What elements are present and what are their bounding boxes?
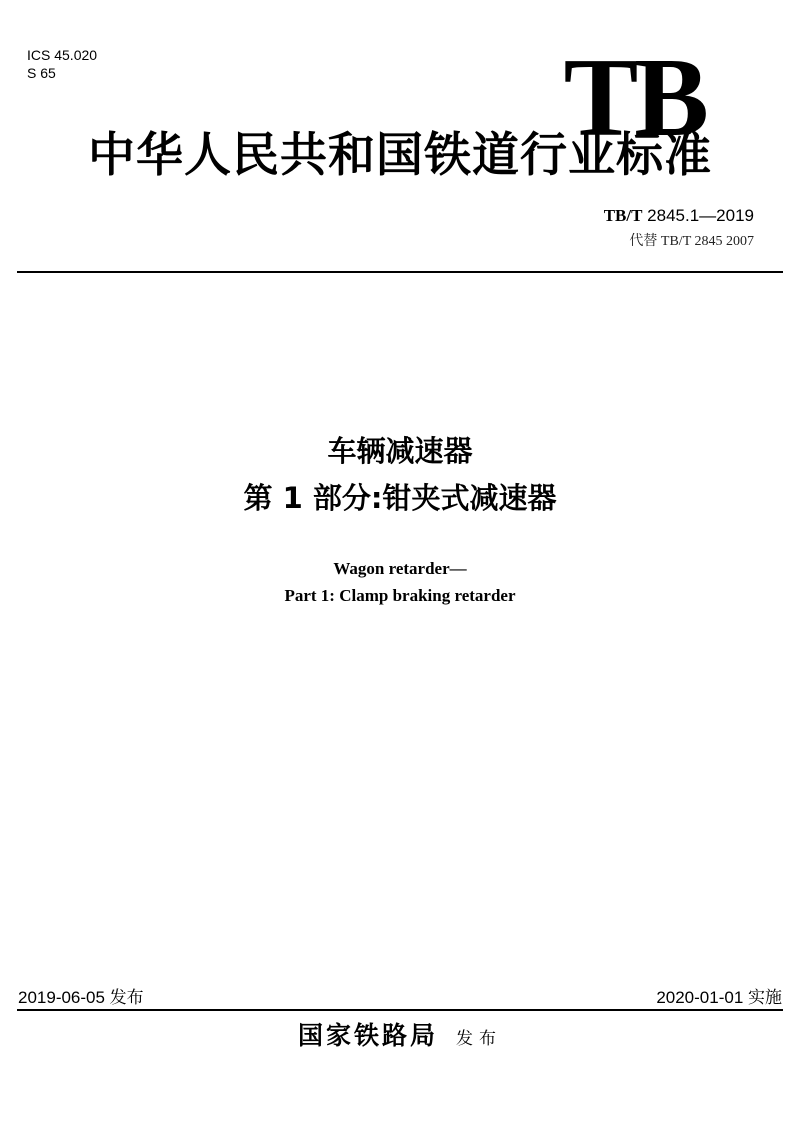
classification-code: S 65 xyxy=(27,65,56,81)
standard-number-value: 2845.1—2019 xyxy=(647,206,754,225)
header-divider xyxy=(17,271,783,273)
english-title-line-2: Part 1: Clamp braking retarder xyxy=(284,586,516,605)
issuer-name: 国家铁路局 xyxy=(297,1021,438,1050)
footer-divider xyxy=(17,1009,783,1011)
chinese-title-line-1: 车辆减速器 xyxy=(327,434,473,468)
issuer-line xyxy=(0,1016,800,1052)
ics-code: ICS 45.020 xyxy=(27,47,98,63)
issued-label: 发布 xyxy=(456,1029,502,1049)
standard-number xyxy=(604,206,754,226)
implementation-date: 2020-01-01 实施 xyxy=(656,988,782,1007)
issue-date: 2019-06-05 发布 xyxy=(18,988,144,1007)
tb-logo: TB xyxy=(563,36,705,160)
standard-title: 中华人民共和国铁道行业标准 xyxy=(88,128,712,183)
chinese-title-line-2: 第 1 部分:钳夹式减速器 xyxy=(243,481,557,515)
standard-number-prefix: TB/T xyxy=(603,206,643,225)
replaces-standard: 代替 TB/T 2845 2007 xyxy=(629,234,754,249)
english-title-line-1: Wagon retarder— xyxy=(333,559,467,578)
